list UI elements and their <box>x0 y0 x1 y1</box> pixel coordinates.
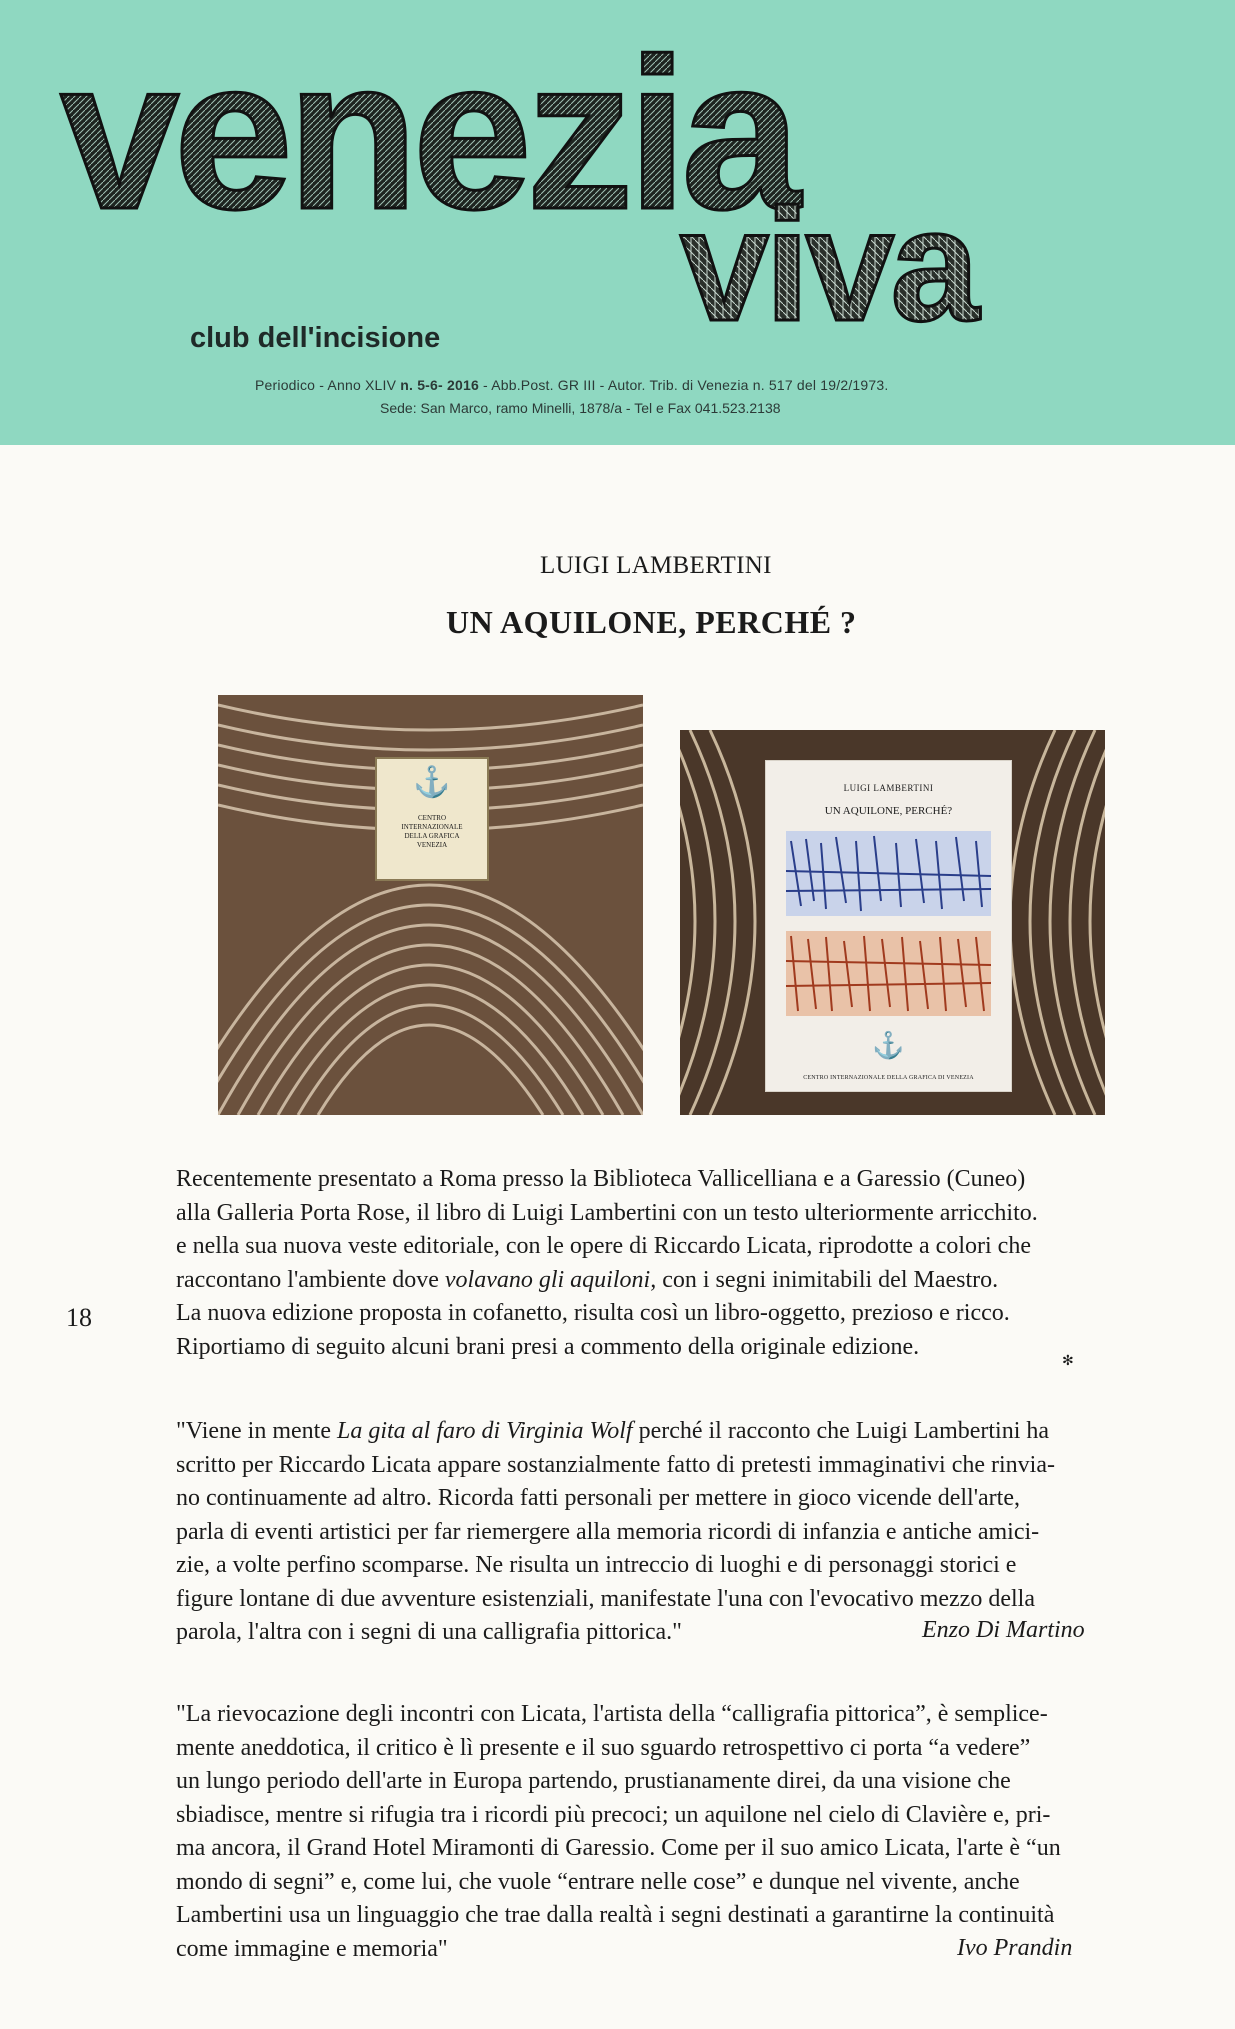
text-line: e nella sua nuova veste editoriale, con le opere di Riccardo Licata, riprodotte a colori che <box>176 1233 1031 1259</box>
text-fragment: perché il racconto che Luigi Lambertini ha <box>632 1418 1050 1444</box>
periodico-c: - Abb.Post. GR III - Autor. Trib. di Venezia n. 517 del 19/2/1973. <box>478 377 889 393</box>
club-subtitle: club dell'incisione <box>190 322 441 354</box>
text-line <box>176 1264 1136 1298</box>
text-line: come immagine e memoria" <box>176 1935 448 1962</box>
label-line: DELLA GRAFICA <box>404 832 460 840</box>
signature-enzo-di-martino: Enzo Di Martino <box>922 1617 1085 1643</box>
article-title: UN AQUILONE, PERCHÉ ? <box>446 604 857 640</box>
quote-paragraph-2 <box>176 1698 1136 1966</box>
cover-title: UN AQUILONE, PERCHÉ? <box>824 805 953 817</box>
text-line: La nuova edizione proposta in cofanetto, risulta così un libro-oggetto, prezioso e ricco. <box>176 1300 1010 1326</box>
text-line: figure lontane di due avventure esistenziali, manifestate l'una con l'evocativo mezzo della <box>176 1585 1035 1612</box>
calligraphy-red-artwork <box>786 931 991 1016</box>
svg-text:venezia: venezia <box>60 13 795 254</box>
label-line: CENTRO <box>418 814 446 822</box>
periodico-a: Periodico - Anno XLIV <box>255 377 401 393</box>
article-author: LUIGI LAMBERTINI <box>540 552 772 579</box>
text-fragment: raccontano l'ambiente dove <box>176 1266 445 1293</box>
text-line: mondo di segni” e, come lui, che vuole “entrare nelle cose” e dunque nel vivente, anche <box>176 1868 1020 1895</box>
text-line: Lambertini usa un linguaggio che trae dalla realtà i segni destinati a garantirne la continuità <box>176 1902 1055 1928</box>
text-line: "La rievocazione degli incontri con Licata, l'artista della “calligrafia pittorica”, è semplice- <box>176 1701 1048 1727</box>
text-line: ma ancora, il Grand Hotel Miramonti di Garessio. Come per il suo amico Licata, l'arte è “un <box>176 1835 1061 1861</box>
address-line: Sede: San Marco, ramo Minelli, 1878/a - Tel e Fax 041.523.2138 <box>380 400 781 416</box>
venezia-viva-logo <box>55 8 1155 328</box>
text-line: Riportiamo di seguito alcuni brani presi a commento della originale edizione. <box>176 1333 920 1360</box>
text-line: parola, l'altra con i segni di una calligrafia pittorica." <box>176 1619 682 1645</box>
text-line: Recentemente presentato a Roma presso la Biblioteca Vallicelliana e a Garessio (Cuneo) <box>176 1166 1026 1192</box>
book-label-text <box>385 814 479 850</box>
label-line: VENEZIA <box>416 841 448 849</box>
book-cover-label-right <box>765 760 1012 1092</box>
italic-fragment: La gita al faro di Virginia Wolf <box>336 1418 633 1444</box>
anchor-icon: ⚓ <box>413 766 451 799</box>
text-line: no continuamente ad altro. Ricorda fatti personali per mettere in gioco vicende dell'arte, <box>176 1485 1020 1511</box>
text-line: parla di eventi artistici per far riemergere alla memoria ricordi di infanzia e antiche amici- <box>176 1518 1040 1545</box>
ornament-mark: ✻ <box>1062 1354 1074 1369</box>
calligraphy-blue-artwork <box>786 831 991 916</box>
cover-footer: CENTRO INTERNAZIONALE DELLA GRAFICA DI VENEZIA <box>803 1075 974 1081</box>
text-line: zie, a volte perfino scomparse. Ne risulta un intreccio di luoghi e di personaggi storici e <box>176 1552 1017 1578</box>
text-line: mente aneddotica, il critico è lì presente e il suo sguardo retrospettivo ci porta “a vedere” <box>176 1734 1031 1761</box>
text-line: scritto per Riccardo Licata appare sostanzialmente fatto di pretesti immaginativi che rinvia- <box>176 1451 1055 1478</box>
text-line <box>176 1415 1136 1449</box>
text-fragment: "Viene in mente <box>176 1418 337 1444</box>
signature-ivo-prandin: Ivo Prandin <box>957 1935 1073 1961</box>
anchor-icon: ⚓ <box>872 1031 905 1060</box>
quote-paragraph-1 <box>176 1415 1136 1650</box>
text-line: sbiadisce, mentre si rifugia tra i ricordi più precoci; un aquilone nel cielo di Clavière e, pri- <box>176 1801 1051 1828</box>
text-line: alla Galleria Porta Rose, il libro di Luigi Lambertini con un testo ulteriormente arricchito. <box>176 1199 1038 1226</box>
italic-fragment: volavano gli aquiloni, <box>444 1266 657 1293</box>
book-label-left <box>375 757 489 881</box>
issue-number: n. 5-6- 2016 <box>400 377 479 393</box>
page-number: 18 <box>66 1303 92 1332</box>
text-line: un lungo periodo dell'arte in Europa partendo, prustianamente direi, da una visione che <box>176 1768 1011 1794</box>
masthead-logo <box>55 8 1155 328</box>
text-fragment: con i segni inimitabili del Maestro. <box>656 1266 999 1293</box>
svg-text:viva: viva <box>680 175 976 328</box>
intro-paragraph <box>176 1163 1136 1364</box>
cover-author: LUIGI LAMBERTINI <box>843 783 934 793</box>
publication-info <box>255 377 888 393</box>
label-line: INTERNAZIONALE <box>401 823 463 831</box>
masthead-header <box>0 0 1235 445</box>
